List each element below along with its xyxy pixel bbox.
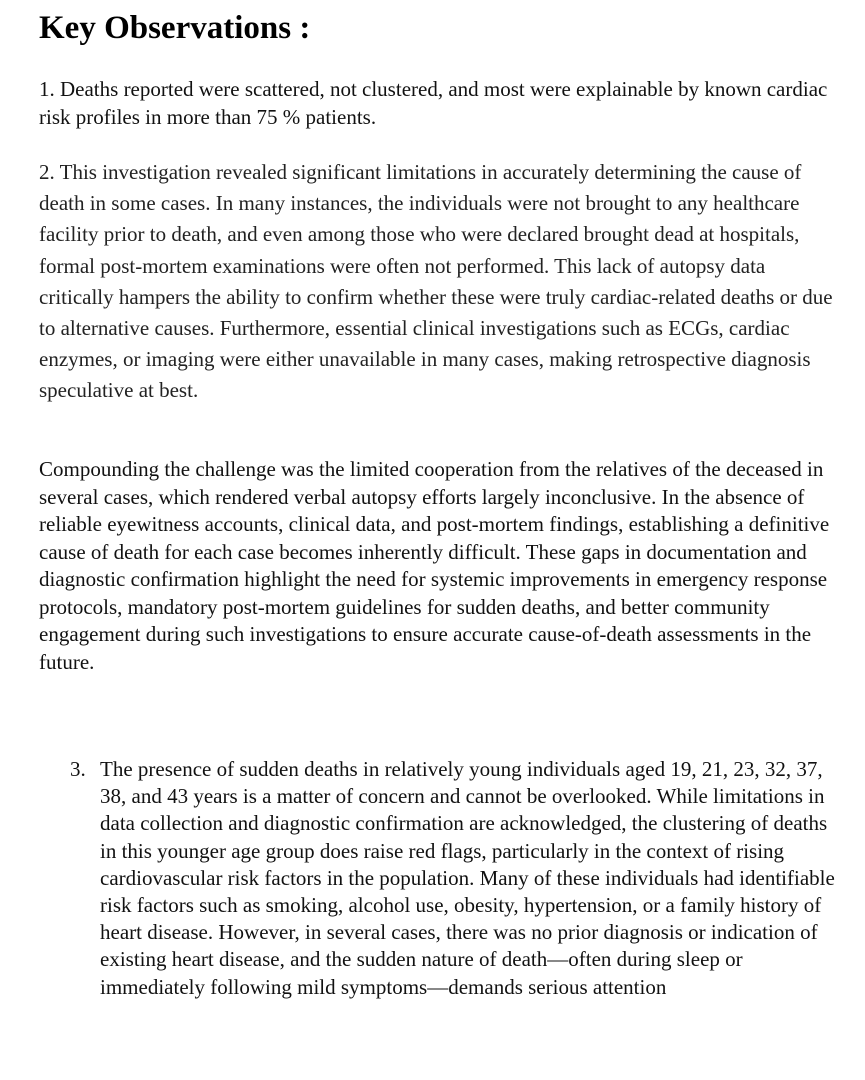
list-item-text: The presence of sudden deaths in relatively young individuals aged 19, 21, 23, 32, 37, 38, and 43 years is a matter of concern and cannot be overlooked. While limitations in data collection and diagnostic confirmation are acknowledged, the clustering of deaths in this younger age group does raise red flags, particularly in the context of rising cardiovascular risk factors in the population. Many of these individuals had identifiable risk factors such as smoking, alcohol use, obesity, hypertension, or a family history of heart disease. However, in several cases, there was no prior diagnosis or indication of existing heart disease, and the sudden nature of death—often during sleep or immediately following mild symptoms—demands serious attention (100, 757, 835, 999)
list-item-number: 3. (70, 757, 86, 781)
observation-1-paragraph: 1. Deaths reported were scattered, not clustered, and most were explainable by known cardiac risk profiles in more than 75 % patients. (39, 77, 828, 129)
observation-3-list-item (70, 756, 840, 1001)
observation-2-paragraph: 2. This investigation revealed significant limitations in accurately determining the cause of death in some cases. In many instances, the individuals were not brought to any healthcare facility prior to death, and even among those who were declared brought dead at hospitals, formal post-mortem examinations were often not performed. This lack of autopsy data critically hampers the ability to confirm whether these were truly cardiac-related deaths or due to alternative causes. Furthermore, essential clinical investigations such as ECGs, cardiac enzymes, or imaging were either unavailable in many cases, making retrospective diagnosis speculative at best. (39, 160, 833, 403)
observation-2-continuation-paragraph: Compounding the challenge was the limited cooperation from the relatives of the deceased in several cases, which rendered verbal autopsy efforts largely inconclusive. In the absence of reliable eyewitness accounts, clinical data, and post-mortem findings, establishing a definitive cause of death for each case becomes inherently difficult. These gaps in documentation and diagnostic confirmation highlight the need for systemic improvements in emergency response protocols, mandatory post-mortem guidelines for sudden deaths, and better community engagement during such investigations to ensure accurate cause-of-death assessments in the future. (39, 457, 830, 674)
page-title: Key Observations : (39, 10, 311, 46)
